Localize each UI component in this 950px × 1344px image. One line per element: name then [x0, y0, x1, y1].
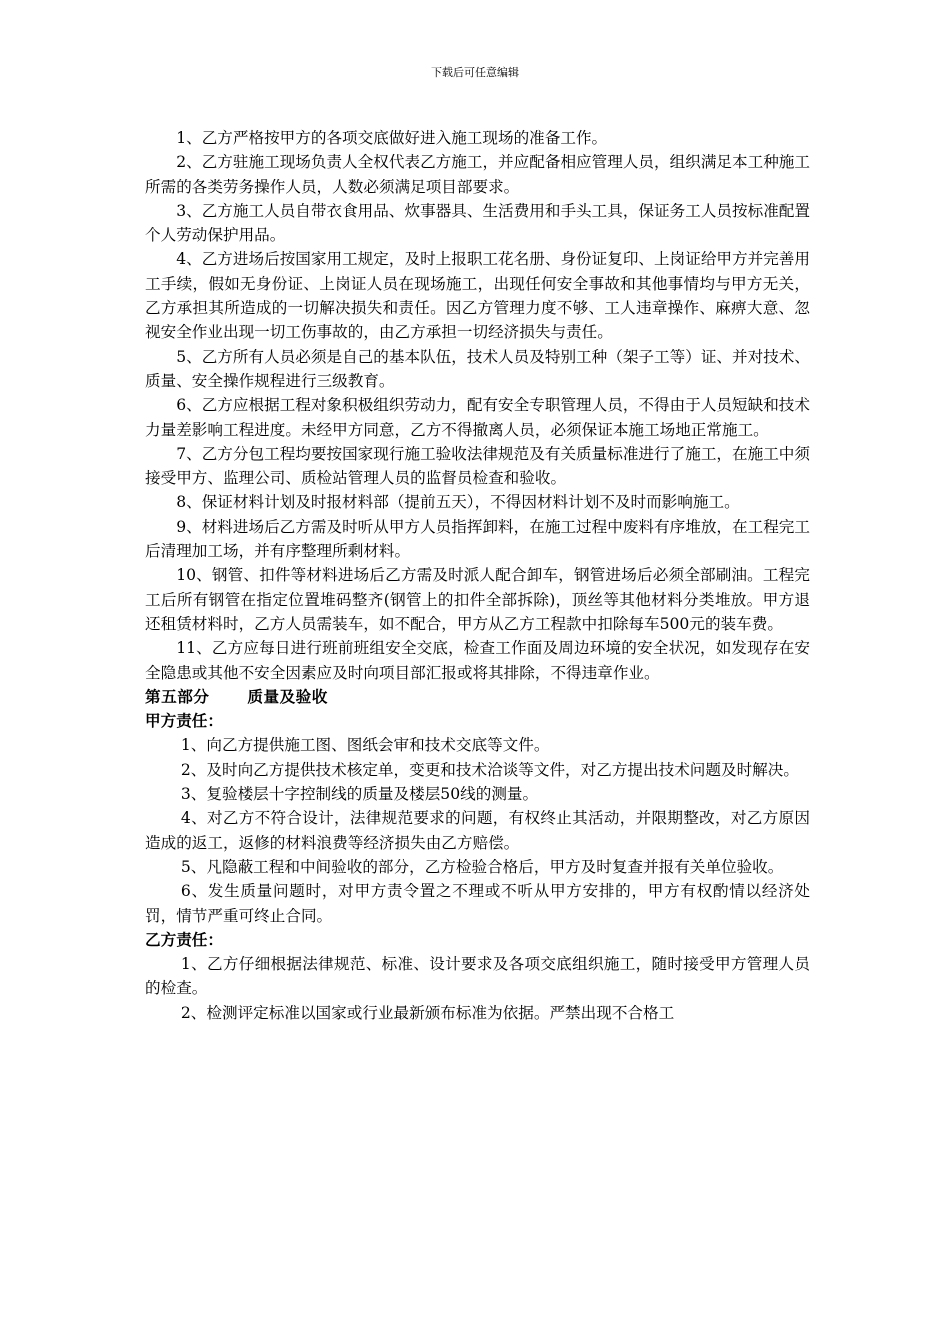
- list-item: 1、乙方仔细根据法律规范、标准、设计要求及各项交底组织施工，随时接受甲方管理人员的检查。: [145, 955, 810, 998]
- section-part-label: 第五部分: [145, 686, 210, 706]
- list-item: 4、对乙方不符合设计，法律规范要求的问题，有权终止其活动，并限期整改，对乙方原因造成的返工，返修的材料浪费等经济损失由乙方赔偿。: [145, 809, 810, 852]
- list-item: 5、乙方所有人员必须是自己的基本队伍，技术人员及特别工种（架子工等）证、并对技术、质量、安全操作规程进行三级教育。: [145, 347, 810, 390]
- list-item: 1、乙方严格按甲方的各项交底做好进入施工现场的准备工作。: [176, 129, 608, 147]
- list-item: 11、乙方应每日进行班前班组安全交底，检查工作面及周边环境的安全状况，如发现存在安全隐患或其他不安全因素应及时向项目部汇报或将其排除，不得违章作业。: [145, 639, 810, 682]
- list-item: 9、材料进场后乙方需及时听从甲方人员指挥卸料，在施工过程中废料有序堆放，在工程完工后清理加工场，并有序整理所剩材料。: [145, 517, 810, 561]
- list-item: 2、检测评定标准以国家或行业最新颁布标准为依据。严禁出现不合格工: [180, 1003, 675, 1022]
- document-body: [145, 126, 810, 1025]
- list-item: 10、钢管、扣件等材料进场后乙方需及时派人配合卸车，钢管进场后必须全部刷油。工程完工后所有钢管在指定位置堆码整齐(钢管上的扣件全部拆除)，顶丝等其他材料分类堆放。甲方退还租赁材料时，乙方人员需装车，如不配合，甲方从乙方工程款中扣除每车500元的装车费。: [145, 566, 810, 633]
- party-b-heading: 乙方责任：: [145, 929, 223, 949]
- list-item: 1、向乙方提供施工图、图纸会审和技术交底等文件。: [180, 736, 550, 755]
- list-item: 5、凡隐蔽工程和中间验收的部分，乙方检验合格后，甲方及时复查并报有关单位验收。: [180, 857, 784, 876]
- list-item: 2、及时向乙方提供技术核定单，变更和技术洽谈等文件，对乙方提出技术问题及时解决。: [180, 760, 799, 779]
- header-note: 下载后可任意编辑: [431, 66, 519, 79]
- party-a-heading: 甲方责任：: [145, 711, 223, 731]
- section-title-text: 质量及验收: [247, 686, 328, 706]
- section-title: [145, 685, 810, 709]
- party-a-list: [145, 733, 810, 927]
- list-item: 3、复验楼层十字控制线的质量及楼层50线的测量。: [180, 785, 539, 804]
- list-item: 8、保证材料计划及时报材料部（提前五天），不得因材料计划不及时而影响施工。: [176, 493, 740, 512]
- list-item: 6、发生质量问题时，对甲方责令置之不理或不听从甲方安排的，甲方有权酌情以经济处罚，情节严重可终止合同。: [145, 882, 810, 925]
- list-item: 6、乙方应根据工程对象积极组织劳动力，配有安全专职管理人员，不得由于人员短缺和技术力量差影响工程进度。未经甲方同意，乙方不得撤离人员，必须保证本施工场地正常施工。: [145, 396, 810, 439]
- list-item: 2、乙方驻施工现场负责人全权代表乙方施工，并应配备相应管理人员，组织满足本工种施工所需的各类劳务操作人员，人数必须满足项目部要求。: [145, 153, 810, 196]
- part4-list: [145, 126, 810, 685]
- list-item: 3、乙方施工人员自带衣食用品、炊事器具、生活费用和手头工具，保证务工人员按标准配置个人劳动保护用品。: [145, 201, 810, 245]
- list-item: 4、乙方进场后按国家用工规定，及时上报职工花名册、身份证复印、上岗证给甲方并完善用工手续，假如无身份证、上岗证人员在现场施工，出现任何安全事故和其他事情均与甲方无关，乙方承担其所造成的一切解决损失和责任。因乙方管理力度不够、工人违章操作、麻痹大意、忽视安全作业出现一切工伤事故的，由乙方承担一切经济损失与责任。: [145, 250, 810, 342]
- list-item: 7、乙方分包工程均要按国家现行施工验收法律规范及有关质量标准进行了施工，在施工中须接受甲方、监理公司、质检站管理人员的监督员检查和验收。: [145, 444, 810, 488]
- party-b-list: [145, 952, 810, 1025]
